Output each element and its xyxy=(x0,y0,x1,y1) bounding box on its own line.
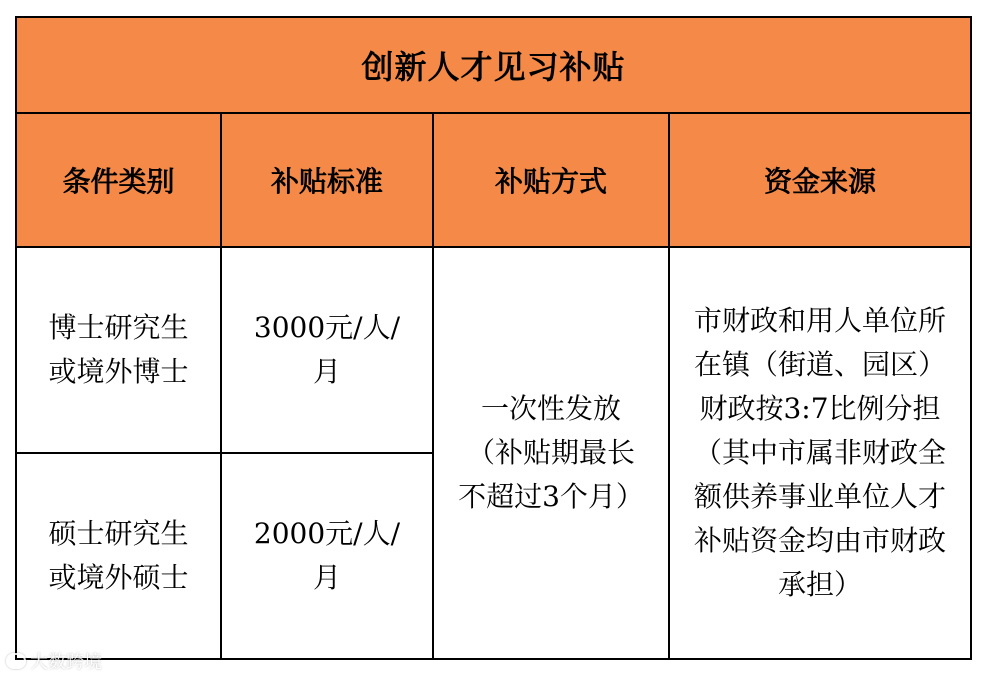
category-cell-masters xyxy=(16,453,221,659)
standard-cell-phd xyxy=(221,247,433,453)
funding-line: 财政按3:7比例分担 xyxy=(699,392,941,425)
title-row xyxy=(16,17,971,113)
funding-line: （其中市属非财政全 xyxy=(694,436,947,469)
category-line: 或境外博士 xyxy=(48,355,189,388)
header-standard: 补贴标准 xyxy=(221,113,433,247)
standard-line: 月 xyxy=(312,561,341,594)
header-funding: 资金来源 xyxy=(669,113,971,247)
table-title: 创新人才见习补贴 xyxy=(16,17,971,113)
funding-line: 市财政和用人单位所 xyxy=(694,304,947,337)
funding-line: 额供养事业单位人才 xyxy=(694,480,947,513)
header-category: 条件类别 xyxy=(16,113,221,247)
standard-line: 月 xyxy=(312,355,341,388)
method-line: （补贴期最长 xyxy=(466,436,635,469)
header-row xyxy=(16,113,971,247)
standard-line: 2000元/人/ xyxy=(253,517,401,550)
subsidy-table-frame xyxy=(15,16,970,664)
funding-line: 补贴资金均由市财政 xyxy=(694,524,947,557)
standard-line: 3000元/人/ xyxy=(253,311,401,344)
watermark-text: 大数跨境 xyxy=(30,652,102,673)
table-row xyxy=(16,247,971,453)
header-method: 补贴方式 xyxy=(433,113,669,247)
funding-line: 在镇（街道、园区） xyxy=(694,348,947,381)
category-cell-phd xyxy=(16,247,221,453)
category-line: 硕士研究生 xyxy=(48,517,189,550)
method-line: 不超过3个月） xyxy=(458,480,644,513)
method-cell xyxy=(433,247,669,659)
funding-cell xyxy=(669,247,971,659)
method-line: 一次性发放 xyxy=(480,392,621,425)
category-line: 或境外硕士 xyxy=(48,561,189,594)
funding-line: 承担） xyxy=(778,568,863,601)
category-line: 博士研究生 xyxy=(48,311,189,344)
watermark xyxy=(6,649,102,673)
subsidy-table xyxy=(15,16,972,660)
chat-bubble-icon xyxy=(6,653,26,669)
standard-cell-masters xyxy=(221,453,433,659)
